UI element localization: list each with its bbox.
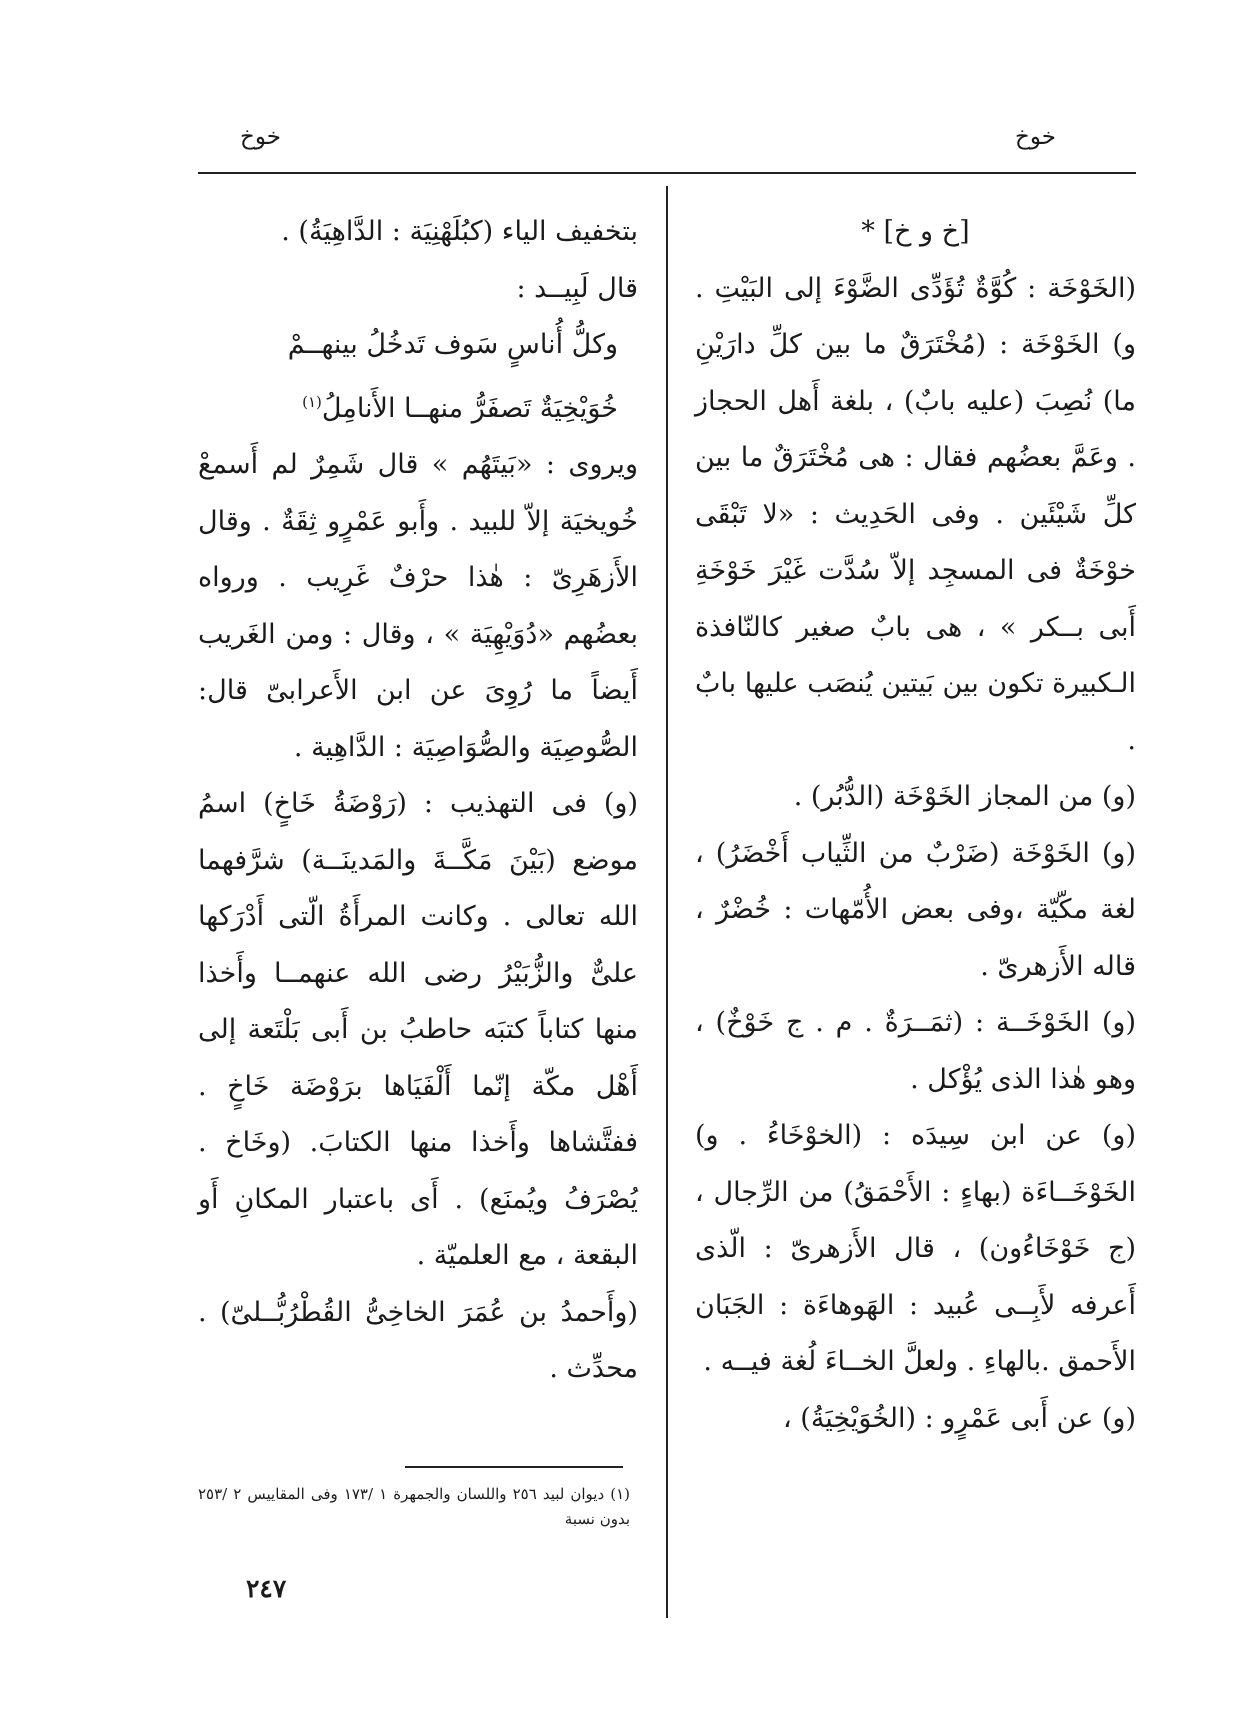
header-rule: [198, 172, 1136, 174]
paragraph: (و) عن ابن سِيدَه : (الخوْخَاءُ . و) الخَوْخَــاءَة (بهاءٍ : الأَحْمَقُ) من الرِّجال ،(ج خَوْخَاءُون) ، قال الأَزهرىّ : الّذى أَعرفه لأَبِــى عُبيد : الهَوهاءَة : الجَبَان الأَحمق .بالهاءِ . ولعلَّ الخــاءَ لُغة فيــه .: [695, 1120, 1136, 1377]
header-word-right: خوخ: [1015, 124, 1056, 150]
paragraph: (الخَوْخَة : كُوَّةٌ تُؤَدِّى الضَّوْءَ إلى البَيْتِ . و) الخَوْخَة : (مُخْتَرَقٌ ما بين كلِّ دارَيْنِ ما) نُصِبَ (عليه بابٌ) ، بلغة أَهل الحجاز . وعَمَّ بعضُهم فقال : هى مُخْتَرَقٌ ما بين كلِّ شَيْئَين . وفى الحَدِيث : «لا تَبْقَى خوْخَةٌ فى المسجِد إلاّ سُدَّت غَيْرَ خَوْخَةِ أَبى بــكر » ، هى بابٌ صغير كالنّافذة الـكبيرة تكون بين بَيتين يُنصَب عليها بابٌ .: [695, 272, 1136, 756]
paragraph: (و) فى التهذيب : (رَوْضَةُ خَاخٍ) اسمُ موضع (بَيْنَ مَكَّــةَ والمَدينَــة) شرَّفهما الله تعالى . وكانت المرأَةُ الّتى أَدْرَكها علىٌّ والزُّبَيْرُ رضى الله عنهمــا وأَخذا منها كتاباً كتبَه حاطبُ بن أَبى بَلْتَعة إلى أَهْل مكّة إنّما أَلْفَيَاها برَوْضَة خَاخٍ . ففتَّشاها وأَخذا منها الكتابَ. (وخَاخ . يُصْرَفُ ويُمنَع) . أَى باعتبار المكانِ أَو البقعة ، مع العلميّة .: [198, 788, 638, 1271]
footnote-rule: [405, 1466, 623, 1468]
verse-line: وكلُّ أُناسٍ سَوف تَدخُلُ بينهــمْ: [287, 329, 618, 360]
paragraph: (و) الخَوْخَة (ضَرْبٌ من الثِّياب أَخْضَرُ) ، لغة مكّيّة ،وفى بعض الأُمّهات : خُضْرٌ ، قاله الأَزهرىّ .: [695, 837, 1136, 982]
left-column: [198, 204, 638, 1398]
column-divider: [666, 186, 668, 1618]
paragraph: (وأَحمدُ بن عُمَرَ الخاخِىُّ القُطْرُبُّــلىّ) . محدِّث .: [198, 1296, 638, 1384]
verse-line: [198, 374, 638, 438]
right-column: [695, 204, 1136, 1447]
footnote: (١) ديوان لبيد ٢٥٦ واللسان والجمهرة ١ /١٧٣ وفى المقاييس ٢ /٢٥٣ بدون نسبة: [198, 1485, 630, 1528]
paragraph: (و) الخَوْخَــة : (ثمَــرَةٌ . م . ج خَوْخٌ) ، وهو هٰذا الذى يُؤْكل .: [695, 1007, 1136, 1095]
paragraph: قال لَبِيــد :: [516, 272, 638, 304]
paragraph: بتخفيف الياء (كبُلَهْنِيَة : الدَّاهِيَةُ) .: [281, 216, 638, 247]
paragraph: ويروى : «بَيتَهُم » قال شَمِرٌ لم أَسمعْ خُويخيَة إلاّ للبيد . وأَبو عَمْرٍو ثِقَةٌ . وقال الأَزهَرِىّ : هٰذا حرْفٌ غَرِيب . ورواه بعضُهم «دُوَيْهِيَة » ، وقال : ومن الغَريب أَيضاً ما رُوِىَ عن ابن الأَعرابىّ قال: الصُّوصِيَة والصُّوَاصِيَة : الدَّاهِية .: [198, 449, 638, 763]
paragraph: (و) عن أَبى عَمْرٍو : (الخُوَيْخِيَةُ) ،: [783, 1402, 1136, 1434]
entry-heading: [خ و خ] *: [861, 216, 970, 247]
page-number: ٢٤٧: [246, 1574, 287, 1603]
verse-text: خُوَيْخِيَةٌ تَصفَرُّ منهــا الأَنامِلُ: [321, 392, 618, 424]
header-word-left: خوخ: [240, 124, 281, 150]
footnote-marker: (١): [302, 392, 322, 411]
paragraph: (و) من المجاز الخَوْخَة (الدُّبُر) .: [793, 781, 1136, 812]
